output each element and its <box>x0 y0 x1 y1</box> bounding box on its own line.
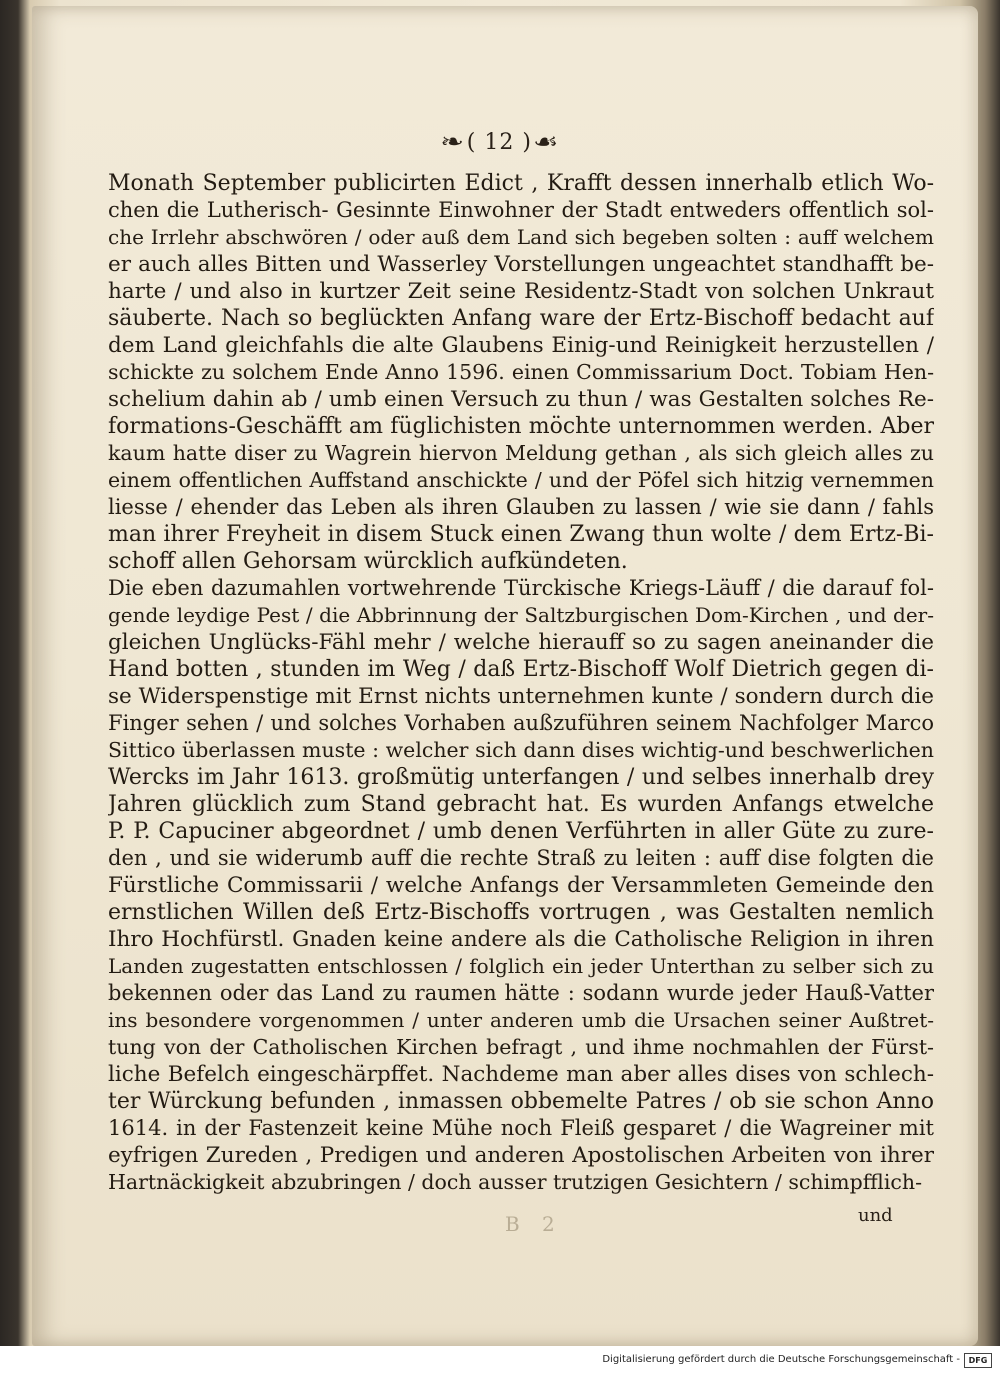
text-line: se Widerspenstige mit Ernst nichts unternehmen kunte / sondern durch die <box>108 684 934 709</box>
text-line: schoff allen Gehorsam würcklich aufkündeten. <box>108 549 628 574</box>
text-line: schelium dahin ab / umb einen Versuch zu thun / was Gestalten solches Re- <box>108 387 934 412</box>
text-line: den , und sie widerumb auff die rechte Straß zu leiten : auff dise folgten die <box>108 846 934 870</box>
text-line: formations-Geschäfft am füglichisten möchte unternommen werden. Aber <box>108 414 934 439</box>
text-line: ernstlichen Willen deß Ertz-Bischoffs vortrugen , was Gestalten nemlich <box>108 900 934 925</box>
text-line: ter Würckung befunden , inmassen obbemelte Patres / ob sie schon Anno <box>108 1089 934 1114</box>
text-line: ins besondere vorgenommen / unter anderen umb die Ursachen seiner Außtret- <box>108 1008 934 1032</box>
text-line: Landen zugestatten entschlossen / folglich ein jeder Unterthan zu selber sich zu <box>108 954 934 978</box>
text-line: liesse / ehender das Leben als ihren Glauben zu lassen / wie sie dann / fahls <box>108 495 934 519</box>
text-line: dem Land gleichfahls die alte Glaubens Einig-und Reinigkeit herzustellen / <box>108 333 934 358</box>
footer-credit: Digitalisierung gefördert durch die Deutsche Forschungsgemeinschaft - <box>602 1354 960 1365</box>
page-header <box>0 130 1000 155</box>
text-line: P. P. Capuciner abgeordnet / umb denen Verführten in aller Güte zu zure- <box>108 819 934 844</box>
text-line: Fürstliche Commissarii / welche Anfangs der Versammleten Gemeinde den <box>108 873 934 898</box>
text-line: che Irrlehr abschwören / oder auß dem Land sich begeben solten : auff welchem <box>108 225 934 249</box>
dfg-logo: DFG <box>964 1353 992 1368</box>
text-line: tung von der Catholischen Kirchen befragt , und ihme nochmahlen der Fürst- <box>108 1035 934 1059</box>
text-line: Die eben dazumahlen vortwehrende Türckische Kriegs-Läuff / die darauf fol- <box>108 576 934 600</box>
text-line: Wercks im Jahr 1613. großmütig unterfangen / und selbes innerhalb drey <box>108 765 934 790</box>
text-line: kaum hatte diser zu Wagrein hiervon Meldung gethan , als sich gleich alles zu <box>108 441 934 465</box>
catchword: und <box>858 1205 893 1226</box>
text-line: Hartnäckigkeit abzubringen / doch ausser trutzigen Gesichtern / schimpfflich- <box>108 1170 923 1194</box>
text-line: Finger sehen / und solches Vorhaben außzuführen seinem Nachfolger Marco <box>108 711 934 735</box>
text-line: chen die Lutherisch- Gesinnte Einwohner der Stadt entweders offentlich sol- <box>108 198 934 222</box>
text-line: schickte zu solchem Ende Anno 1596. einen Commissarium Doct. Tobiam Hen- <box>108 360 934 384</box>
text-line: eyfrigen Zureden , Predigen und anderen Apostolischen Arbeiten von ihrer <box>108 1143 934 1168</box>
text-line: einem offentlichen Auffstand anschickte / und der Pöfel sich hitzig vernemmen <box>108 468 934 492</box>
text-line: Ihro Hochfürstl. Gnaden keine andere als die Catholische Religion in ihren <box>108 927 934 952</box>
text-line: Sittico überlassen muste : welcher sich dann dises wichtig-und beschwerlichen <box>108 738 934 762</box>
footer-bar <box>0 1346 1000 1375</box>
text-line: er auch alles Bitten und Wasserley Vorstellungen ungeachtet standhafft be- <box>108 252 934 277</box>
text-line: Monath September publicirten Edict , Krafft dessen innerhalb etlich Wo- <box>108 171 934 196</box>
text-line: man ihrer Freyheit in disem Stuck einen Zwang thun wolte / dem Ertz-Bi- <box>108 522 934 547</box>
text-line: Jahren glücklich zum Stand gebracht hat. Es wurden Anfangs etwelche <box>108 792 934 817</box>
text-line: gende leydige Pest / die Abbrinnung der Saltzburgischen Dom-Kirchen , und der- <box>108 603 934 627</box>
text-line: liche Befelch eingeschärpffet. Nachdeme man aber alles dises von schlech- <box>108 1062 934 1087</box>
page-number: ( 12 ) <box>466 130 532 155</box>
text-line: gleichen Unglücks-Fähl mehr / welche hierauff so zu sagen aneinander die <box>108 630 934 655</box>
text-line: bekennen oder das Land zu raumen hätte : sodann wurde jeder Hauß-Vatter <box>108 981 934 1005</box>
text-line: säuberte. Nach so beglückten Anfang ware der Ertz-Bischoff bedacht auf <box>108 306 934 331</box>
text-line: harte / und also in kurtzer Zeit seine Residentz-Stadt von solchen Unkraut <box>108 279 934 304</box>
left-ornament-icon: ❧ <box>440 130 466 155</box>
text-line: Hand botten , stunden im Weg / daß Ertz-Bischoff Wolf Dietrich gegen di- <box>108 657 934 682</box>
signature-mark: B 2 <box>505 1212 563 1236</box>
right-ornament-icon: ☙ <box>532 130 560 155</box>
text-line: 1614. in der Fastenzeit keine Mühe noch Fleiß gesparet / die Wagreiner mit <box>108 1116 934 1140</box>
body-text <box>108 170 934 1196</box>
